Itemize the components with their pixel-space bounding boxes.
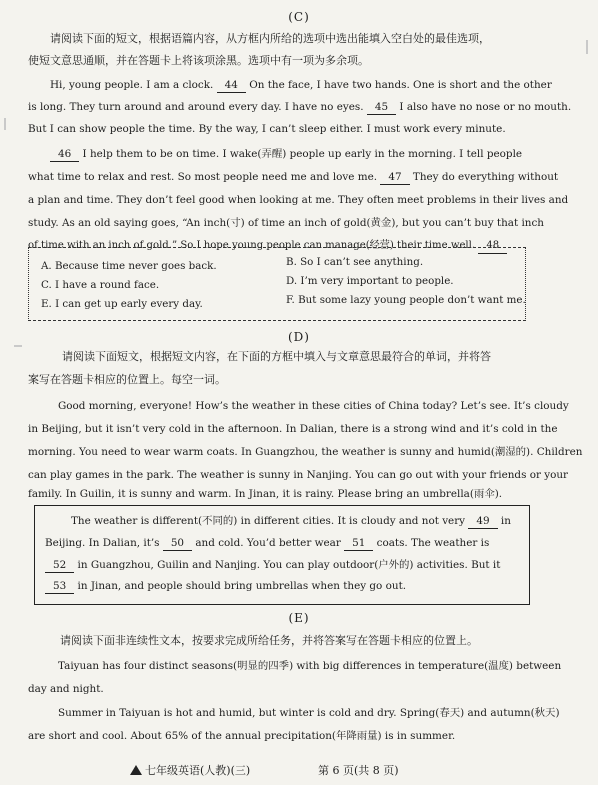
option-a: A. Because time never goes back. [41,260,217,272]
passage-c-line: But I can show people the time. By the way, I can’t sleep either. I must work every minute. [28,123,506,135]
blank-52: 52 [45,558,74,573]
section-c-instruction-2: 使短文意思通顺，并在答题卡上将该项涂黑。选项中有一项为多余项。 [28,54,369,67]
passage-d-line: morning. You need to wear warm coats. In Guangzhou, the weather is sunny and humid(潮湿的). Children [28,446,583,458]
passage-c-line: 46 I help them to be on time. I wake(弄醒) people up early in the morning. I tell people [50,147,522,162]
passage-c-line: what time to relax and rest. So most people need me and love me. 47 They do everything without [28,171,559,183]
option-e: E. I can get up early every day. [41,298,203,310]
options-box [28,247,526,321]
blank-45: 45 [367,100,396,115]
blank-49: 49 [468,514,497,529]
section-e-title: (E) [288,611,310,625]
passage-d-line: can play games in the park. The weather is sunny in Nanjing. You can go out with your friends or your [28,469,569,481]
page-number: 第 6 页(共 8 页) [318,764,399,777]
blank-48: 48 [478,239,507,254]
passage-e-line: day and night. [28,683,104,695]
passage-e-line: Summer in Taiyuan is hot and humid, but winter is cold and dry. Spring(春天) and autumn(秋天) [58,707,560,719]
footer-left: 七年级英语(人教)(三) [130,762,250,778]
triangle-logo-icon [130,765,142,775]
passage-c-line: Hi, young people. I am a clock. 44 On the face, I have two hands. One is short and the other [50,79,552,91]
section-c-instruction-1: 请阅读下面的短文，根据语篇内容，从方框内所给的选项中选出能填入空白处的最佳选项， [50,32,490,45]
section-d-instruction-2: 案写在答题卡相应的位置上。每空一词。 [28,373,226,386]
summary-line: 53 in Jinan, and people should bring umbrellas when they go out. [45,579,406,594]
section-d-instruction-1: 请阅读下面短文，根据短文内容，在下面的方框中填入与文章意思最符合的单词，并将答 [62,350,491,363]
passage-c-line: study. As an old saying goes, “An inch(寸) of time an inch of gold(黄金), but you can’t buy that inch [28,217,544,229]
passage-c-line: a plan and time. They don’t feel good when looking at me. They often meet problems in their lives and [28,194,569,206]
summary-line: Beijing. In Dalian, it’s 50 and cold. You’d better wear 51 coats. The weather is [45,537,490,549]
blank-46: 46 [50,147,79,162]
scan-mark [14,345,22,347]
blank-53: 53 [45,579,74,594]
option-f: F. But some lazy young people don’t want me. [286,294,526,306]
passage-e-line: Taiyuan has four distinct seasons(明显的四季) with big differences in temperature(温度) between [58,660,562,672]
blank-51: 51 [344,536,373,551]
passage-c-line: is long. They turn around and around every day. I have no eyes. 45 I also have no nose or no mouth. [28,101,572,113]
passage-d-line: Good morning, everyone! How’s the weather in these cities of China today? Let’s see. It’s cloudy [58,400,569,412]
blank-47: 47 [380,170,409,185]
section-e-instruction: 请阅读下面非连续性文本，按要求完成所给任务，并将答案写在答题卡相应的位置上。 [60,634,478,647]
scan-mark [586,40,588,54]
option-d: D. I’m very important to people. [286,275,454,287]
summary-line: The weather is different(不同的) in different cities. It is cloudy and not very 49 in [71,515,511,527]
section-d-title: (D) [288,330,310,344]
scan-mark [4,118,6,130]
option-b: B. So I can’t see anything. [286,256,424,268]
summary-line: 52 in Guangzhou, Guilin and Nanjing. You can play outdoor(户外的) activities. But it [45,558,500,573]
option-c: C. I have a round face. [41,279,160,291]
passage-c-line: of time with an inch of gold.” So I hope young people can manage(经营) their time well. 48 [28,239,507,254]
blank-44: 44 [217,78,246,93]
passage-d-line: family. In Guilin, it is sunny and warm. In Jinan, it is rainy. Please bring an umbrella(雨伞). [28,488,503,500]
section-c-title: (C) [288,10,310,24]
summary-box [34,505,530,605]
passage-d-line: in Beijing, but it isn’t very cold in the afternoon. In Dalian, there is a strong wind and it’s cold in the [28,423,558,435]
passage-e-line: are short and cool. About 65% of the annual precipitation(年降雨量) is in summer. [28,730,456,742]
blank-50: 50 [163,536,192,551]
